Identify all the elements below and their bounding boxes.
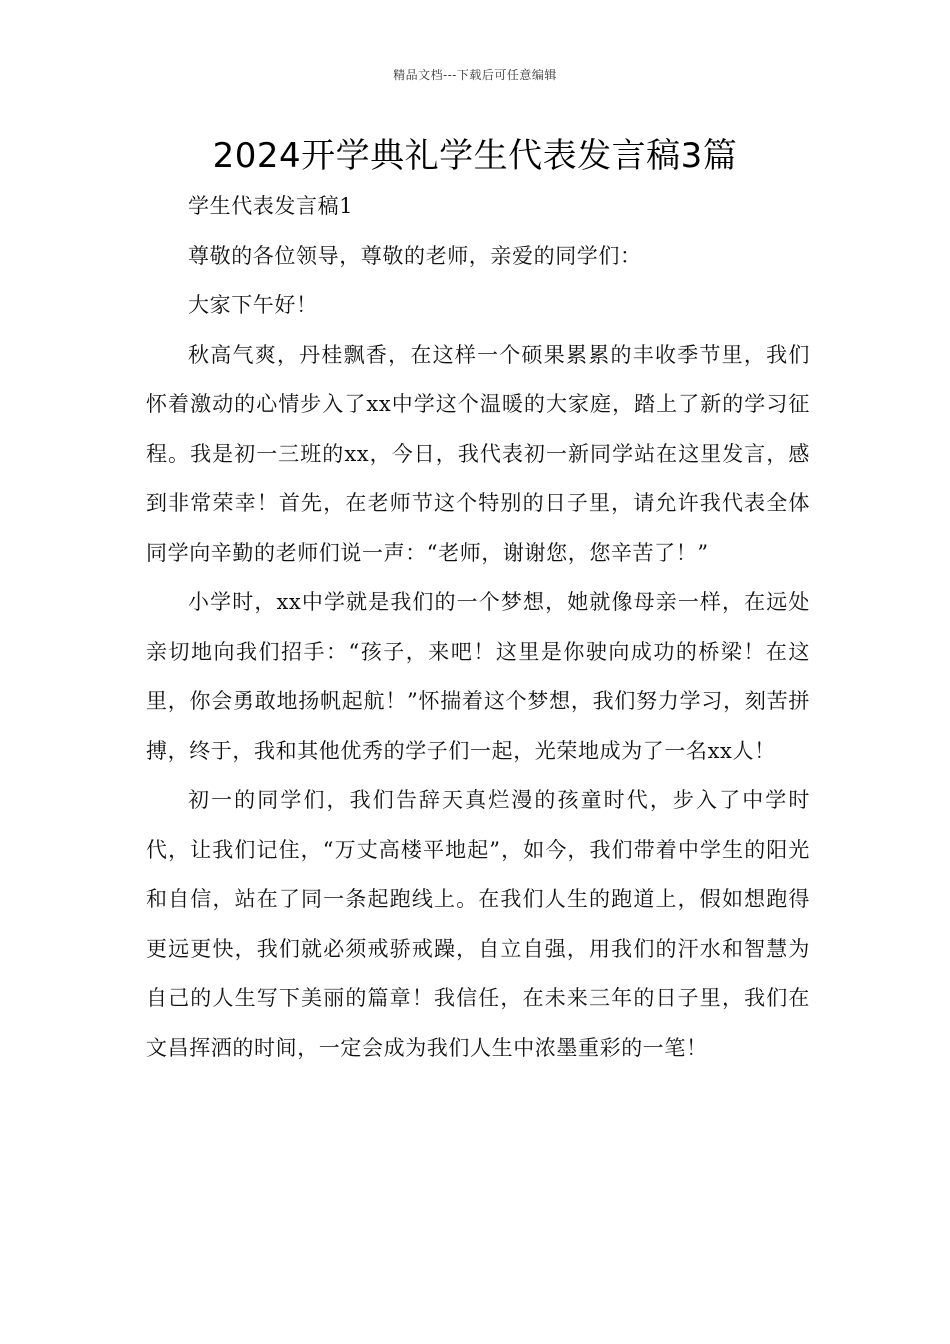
document-body: [146, 182, 810, 1073]
salutation: 尊敬的各位领导，尊敬的老师，亲爱的同学们：: [188, 243, 642, 268]
section-label: 学生代表发言稿1: [188, 194, 354, 218]
header-note: 精品文档---下载后可任意编辑: [393, 68, 557, 82]
body-paragraph: 初一的同学们，我们告辞天真烂漫的孩童时代，步入了中学时代，让我们记住，“万丈高楼平地起”，如今，我们带着中学生的阳光和自信，站在了同一条起跑线上。在我们人生的跑道上，假如想跑得更远更快，我们就必须戒骄戒躁，自立自强，用我们的汗水和智慧为自己的人生写下美丽的篇章！我信任，在未来三年的日子里，我们在文昌挥洒的时间，一定会成为我们人生中浓墨重彩的一笔！: [146, 788, 810, 1060]
body-paragraph: 秋高气爽，丹桂飘香，在这样一个硕果累累的丰收季节里，我们怀着激动的心情步入了xx中学这个温暖的大家庭，踏上了新的学习征程。我是初一三班的xx，今日，我代表初一新同学站在这里发言，感到非常荣幸！首先，在老师节这个特别的日子里，请允许我代表全体同学向辛勤的老师们说一声：“老师，谢谢您，您辛苦了！”: [146, 342, 810, 565]
body-paragraph: 小学时，xx中学就是我们的一个梦想，她就像母亲一样，在远处亲切地向我们招手：“孩子，来吧！这里是你驶向成功的桥梁！在这里，你会勇敢地扬帆起航！”怀揣着这个梦想，我们努力学习，刻苦拼搏，终于，我和其他优秀的学子们一起，光荣地成为了一名xx人！: [146, 590, 810, 763]
document-title: 2024开学典礼学生代表发言稿3篇: [212, 136, 738, 176]
greeting: 大家下午好！: [188, 293, 318, 317]
